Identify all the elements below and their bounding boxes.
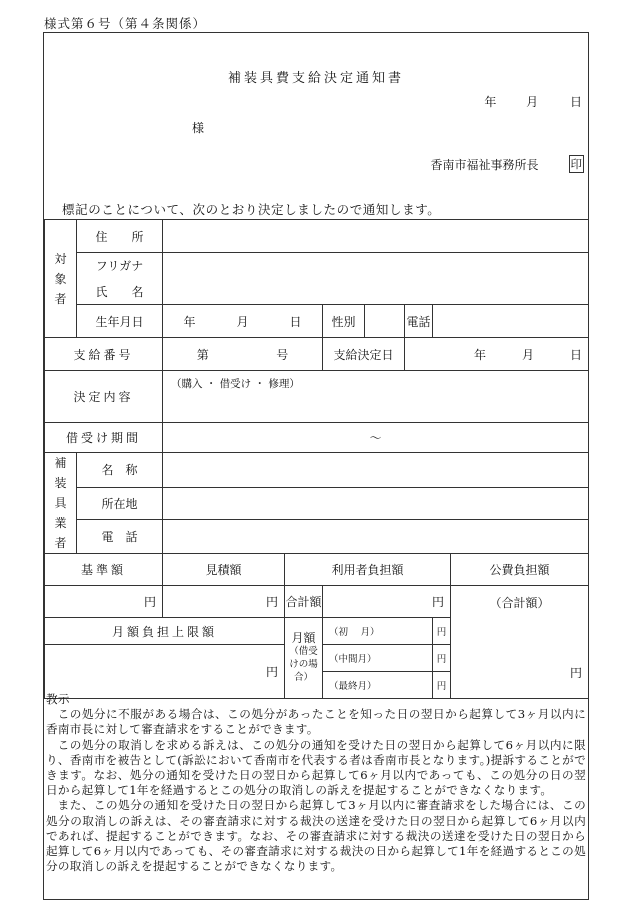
row-address [45, 220, 589, 253]
vendor-name-label: 名 称 [77, 453, 163, 488]
issue-date [448, 93, 582, 110]
form-title: 補装具費支給決定通知書 [227, 71, 404, 86]
row-amount-headers [45, 554, 589, 586]
vendor-location-field[interactable] [163, 487, 589, 520]
rental-field[interactable]: ～ [163, 423, 589, 453]
middle-month-yen[interactable]: 円 [433, 645, 451, 672]
dob-label: 生年月日 [77, 305, 163, 338]
base-amount-field[interactable]: 円 [45, 586, 163, 618]
total-label: 合計額 [285, 586, 323, 618]
first-month-yen[interactable]: 円 [433, 618, 451, 645]
vendor-name-field[interactable] [163, 453, 589, 488]
instructions [44, 692, 588, 874]
instruction-paragraph-2: この処分の取消しを求める訴えは、この処分の通知を受けた日の翌日から起算して6ヶ月以内に限り、香南市を被告として(訴訟において香南市を代表する者は香南市長となります。)提訴することができます。なお、処分の通知を受けた日の翌日から起算して6ヶ月以内であっても、この処分の日の翌日から起算して1年を経過するとこの処分の取消しの訴えを提起することができなくなります。 [46, 737, 586, 798]
monthly-label: 月額 （借受けの場合） [285, 618, 323, 699]
row-vendor-phone [45, 520, 589, 554]
row-vendor-location [45, 487, 589, 520]
payment-number-field[interactable]: 第 号 [163, 338, 323, 371]
issue-year: 年 [484, 95, 497, 109]
base-amount-label: 基準額 [45, 554, 163, 586]
form-id: 様式第６号（第４条関係） [44, 16, 207, 31]
instruction-paragraph-3: また、この処分の通知を受けた日の翌日から起算して3ヶ月以内に審査請求をした場合には、この処分の取消しの訴えは、その審査請求に対する裁決の送達を受けた日の翌日から起算して6ヶ月以内であれば、提起することができます。なお、その審査請求に対する裁決の送達を受けた日の翌日から起算して6ヶ月以内であっても、その審査請求に対する裁決の日から起算して1年を経過するとこの処分の取消しの訴えを提起することができなくなります。 [46, 798, 586, 874]
decision-label: 決定内容 [45, 371, 163, 423]
decision-date-field[interactable]: 年 月 日 [405, 338, 589, 371]
furigana-label: フリガナ [77, 253, 163, 279]
monthly-cap-label: 月額負担上限額 [45, 618, 285, 645]
last-month-label: （最終月） [323, 672, 433, 699]
row-vendor-name [45, 453, 589, 488]
addressee: 様 [192, 121, 205, 135]
public-burden-field[interactable]: （合計額） 円 [451, 586, 589, 699]
last-month-yen[interactable]: 円 [433, 672, 451, 699]
monthly-cap-field[interactable]: 円 [45, 645, 285, 699]
row-amounts [45, 586, 589, 618]
phone-field[interactable] [433, 305, 589, 338]
row-payment [45, 338, 589, 371]
vendor-phone-field[interactable] [163, 520, 589, 554]
sex-label: 性別 [323, 305, 365, 338]
row-rental [45, 423, 589, 453]
decision-date-label: 支給決定日 [323, 338, 405, 371]
user-total-field[interactable]: 円 [323, 586, 451, 618]
address-label: 住 所 [77, 220, 163, 253]
phone-label: 電話 [405, 305, 433, 338]
name-field[interactable] [163, 253, 589, 305]
row-dob [45, 305, 589, 338]
intro-text: 標記のことについて、次のとおり決定しましたので通知します。 [62, 202, 441, 217]
first-month-label: （初 月） [323, 618, 433, 645]
vendor-phone-label: 電 話 [77, 520, 163, 554]
rental-label: 借受け期間 [45, 423, 163, 453]
seal-mark: 印 [570, 157, 582, 171]
issuer-name: 香南市福祉事務所長 [430, 157, 539, 172]
decision-options[interactable]: （購入 ・ 借受け ・ 修理） [163, 371, 589, 423]
form-frame [43, 32, 589, 900]
instruction-paragraph-1: この処分に不服がある場合は、この処分があったことを知った日の翌日から起算して3ヶ月以内に香南市長に対して審査請求をすることができます。 [46, 707, 586, 737]
estimate-label: 見積額 [163, 554, 285, 586]
vendor-group-label: 補 装 具 業 者 [45, 453, 77, 554]
public-burden-label: 公費負担額 [451, 554, 589, 586]
sex-field[interactable] [365, 305, 405, 338]
row-furigana [45, 253, 589, 279]
issuer-block [430, 155, 584, 173]
row-decision [45, 371, 589, 423]
dob-field[interactable]: 年 月 日 [163, 305, 323, 338]
issue-day: 日 [569, 95, 582, 109]
instructions-heading: 教示 [46, 692, 70, 706]
issue-month: 月 [526, 95, 539, 109]
payment-number-label: 支給番号 [45, 338, 163, 371]
estimate-field[interactable]: 円 [163, 586, 285, 618]
header [44, 33, 588, 221]
name-label: 氏 名 [77, 279, 163, 305]
address-field[interactable] [163, 220, 589, 253]
user-burden-label: 利用者負担額 [285, 554, 451, 586]
details-table [44, 219, 589, 699]
vendor-location-label: 所在地 [77, 487, 163, 520]
subject-group-label: 対 象 者 [45, 220, 77, 338]
middle-month-label: （中間月） [323, 645, 433, 672]
